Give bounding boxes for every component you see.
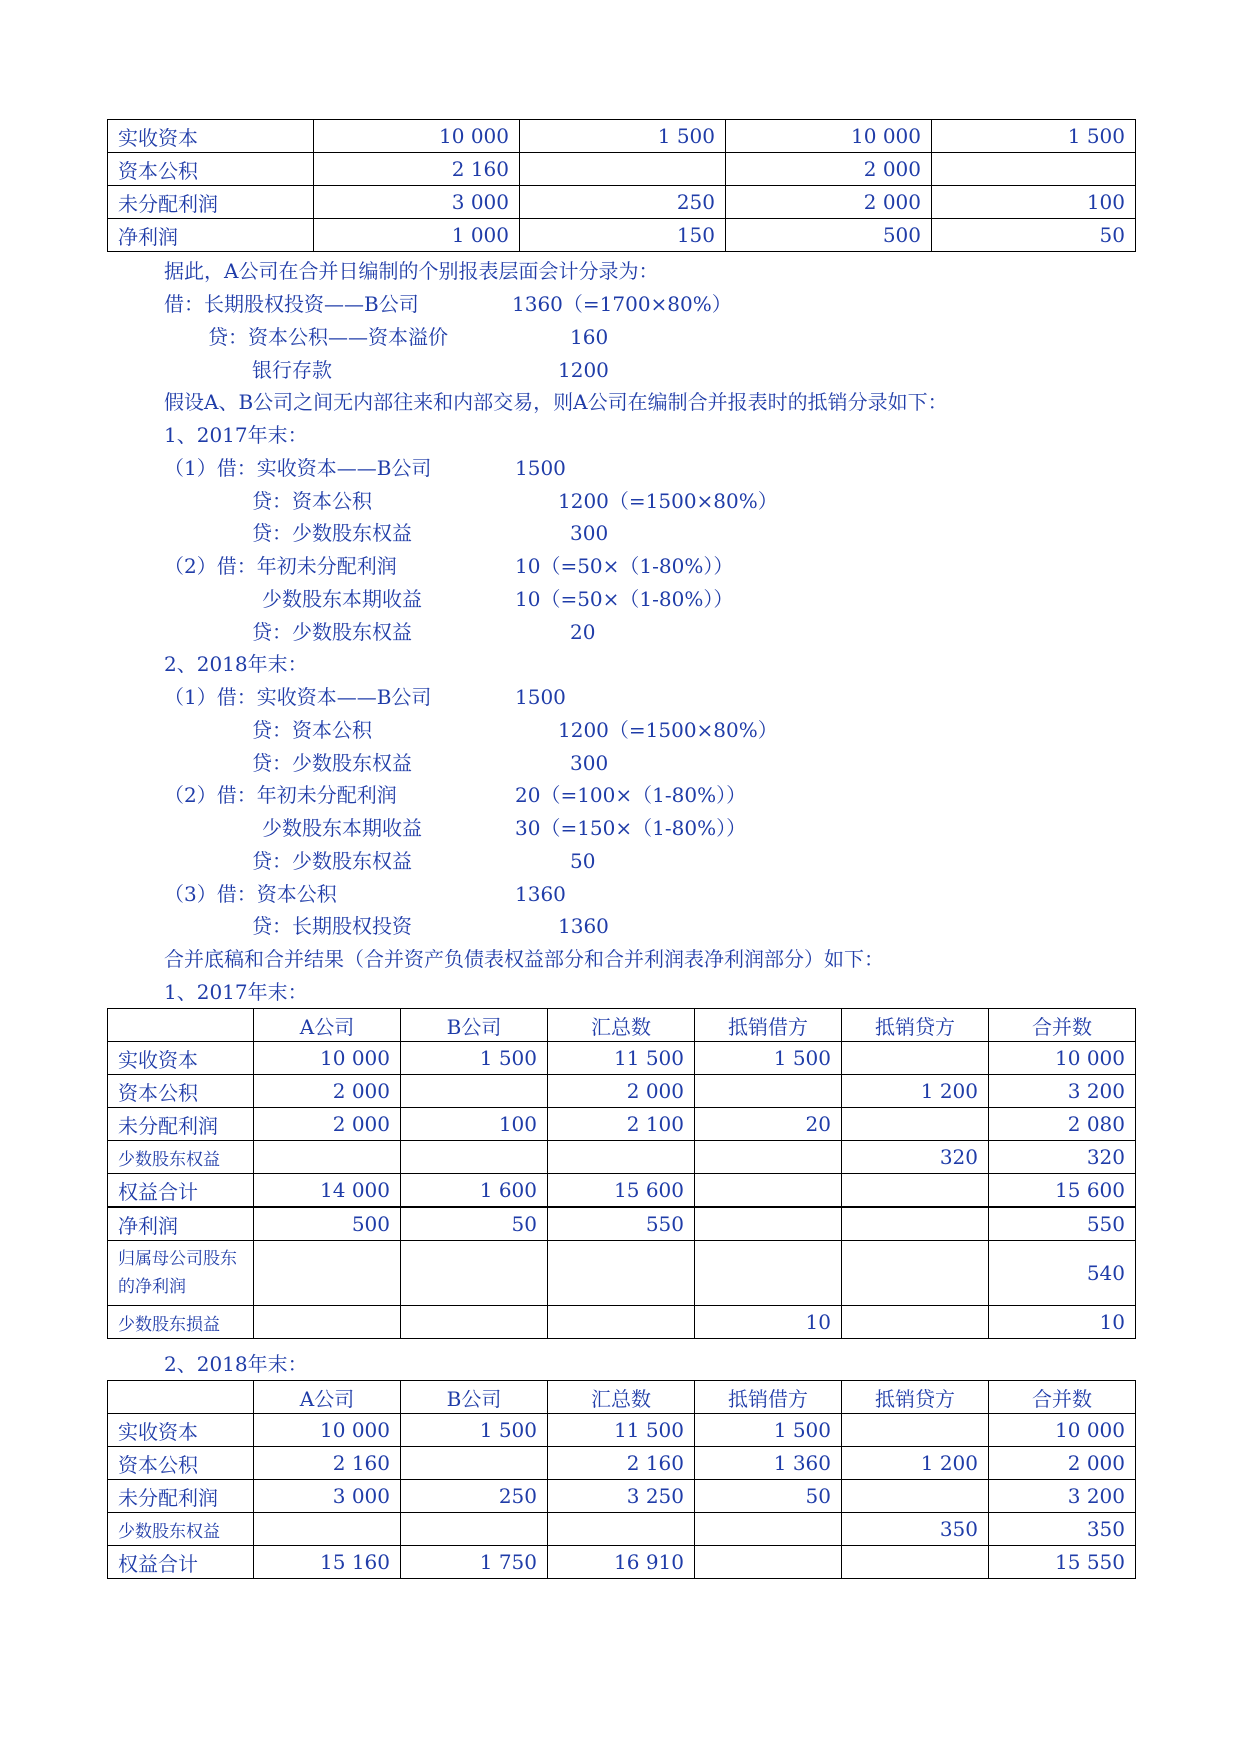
column-header: 合并数 [989, 1381, 1136, 1414]
table-row: 归属母公司股东的净利润 540 [108, 1241, 1136, 1306]
entry-amount: 1200（=1500×80%） [558, 718, 778, 742]
consolidation-table-2018 [107, 1380, 1136, 1579]
entry-amount: 50 [570, 849, 596, 873]
consolidation-table-2017 [107, 1008, 1136, 1339]
entry-amount: 1360（=1700×80%） [512, 292, 732, 316]
entry-amount: 30（=150×（1-80%）） [515, 816, 747, 840]
entry-credit: 贷：少数股东权益 [252, 751, 412, 775]
table-row: 净利润 1 000 150 500 50 [108, 219, 1136, 252]
entry-credit: 贷：资本公积 [252, 718, 372, 742]
column-header: 汇总数 [548, 1009, 695, 1042]
row-label: 资本公积 [108, 153, 314, 186]
entry-credit: 贷：少数股东权益 [252, 521, 412, 545]
entry-amount: 160 [570, 325, 609, 349]
table-header-row [108, 1009, 1136, 1042]
table-row: 权益合计 14 000 1 600 15 600 15 600 [108, 1174, 1136, 1208]
column-header: 抵销贷方 [842, 1381, 989, 1414]
entry-credit: 贷：少数股东权益 [252, 620, 412, 644]
column-header: B公司 [401, 1381, 548, 1414]
entry-credit: 贷：少数股东权益 [252, 849, 412, 873]
entry-amount: 10（=50×（1-80%）） [515, 554, 734, 578]
section-heading: 2、2018年末： [164, 652, 308, 676]
entry-credit: 贷：资本公积 [252, 489, 372, 513]
entry-amount: 20 [570, 620, 596, 644]
column-header: 合并数 [989, 1009, 1136, 1042]
table-row: 少数股东权益 320 320 [108, 1141, 1136, 1174]
entry-debit: （2）借：年初未分配利润 [164, 783, 397, 807]
column-header: B公司 [401, 1009, 548, 1042]
table-row: 少数股东权益 350 350 [108, 1513, 1136, 1546]
column-header: 抵销贷方 [842, 1009, 989, 1042]
row-label: 实收资本 [108, 120, 314, 153]
section-heading: 2、2018年末： [164, 1352, 308, 1376]
table-row: 未分配利润 2 000 100 2 100 20 2 080 [108, 1108, 1136, 1141]
row-label: 未分配利润 [108, 186, 314, 219]
table-row: 少数股东损益 10 10 [108, 1306, 1136, 1339]
column-header: 抵销借方 [695, 1009, 842, 1042]
entry-credit: 贷：长期股权投资 [252, 914, 412, 938]
table-row: 实收资本 10 000 1 500 11 500 1 500 10 000 [108, 1042, 1136, 1075]
assumption-text: 假设A、B公司之间无内部往来和内部交易，则A公司在编制合并报表时的抵销分录如下： [164, 390, 948, 414]
table-row: 资本公积 2 160 2 000 [108, 153, 1136, 186]
section-heading: 1、2017年末： [164, 980, 308, 1004]
entry-credit: 银行存款 [252, 358, 332, 382]
column-header: 抵销借方 [695, 1381, 842, 1414]
table-row: 未分配利润 3 000 250 2 000 100 [108, 186, 1136, 219]
entry-amount: 300 [570, 521, 609, 545]
table-row: 资本公积 2 000 2 000 1 200 3 200 [108, 1075, 1136, 1108]
worksheet-text: 合并底稿和合并结果（合并资产负债表权益部分和合并利润表净利润部分）如下： [164, 947, 884, 971]
intro-text: 据此，A公司在合并日编制的个别报表层面会计分录为： [164, 259, 659, 283]
entry-amount: 1200 [558, 358, 609, 382]
table-row: 未分配利润 3 000 250 3 250 50 3 200 [108, 1480, 1136, 1513]
top-equity-table [107, 119, 1136, 252]
entry-amount: 1360 [558, 914, 609, 938]
entry-amount: 10（=50×（1-80%）） [515, 587, 734, 611]
entry-amount: 300 [570, 751, 609, 775]
column-header: 汇总数 [548, 1381, 695, 1414]
table-row: 权益合计 15 160 1 750 16 910 15 550 [108, 1546, 1136, 1579]
entry-debit: 借：长期股权投资——B公司 [164, 292, 419, 316]
table-row: 净利润 500 50 550 550 [108, 1207, 1136, 1241]
entry-amount: 1500 [515, 456, 566, 480]
table-header-row [108, 1381, 1136, 1414]
column-header: A公司 [254, 1381, 401, 1414]
entry-amount: 1360 [515, 882, 566, 906]
entry-debit: （1）借：实收资本——B公司 [164, 685, 432, 709]
entry-credit: 贷：资本公积——资本溢价 [208, 325, 448, 349]
entry-debit: （2）借：年初未分配利润 [164, 554, 397, 578]
table-row: 实收资本 10 000 1 500 10 000 1 500 [108, 120, 1136, 153]
entry-amount: 1500 [515, 685, 566, 709]
entry-debit: 少数股东本期收益 [262, 587, 422, 611]
row-label: 净利润 [108, 219, 314, 252]
table-row: 实收资本 10 000 1 500 11 500 1 500 10 000 [108, 1414, 1136, 1447]
entry-debit: （1）借：实收资本——B公司 [164, 456, 432, 480]
section-heading: 1、2017年末： [164, 423, 308, 447]
entry-debit: （3）借：资本公积 [164, 882, 337, 906]
column-header: A公司 [254, 1009, 401, 1042]
entry-debit: 少数股东本期收益 [262, 816, 422, 840]
entry-amount: 20（=100×（1-80%）） [515, 783, 747, 807]
table-row: 资本公积 2 160 2 160 1 360 1 200 2 000 [108, 1447, 1136, 1480]
entry-amount: 1200（=1500×80%） [558, 489, 778, 513]
